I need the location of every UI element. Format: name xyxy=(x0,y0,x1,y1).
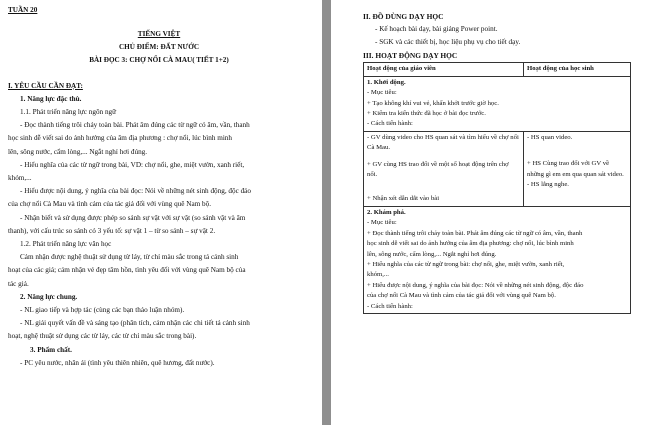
teacher-column-header: Hoạt động của giáo viên xyxy=(364,63,524,76)
cell-line: khóm,... xyxy=(367,271,389,279)
student-activity-cell xyxy=(524,131,631,206)
paragraph-line: hoạt, nghệ thuật sử dụng các từ láy, các từ chỉ màu sắc trong bài). xyxy=(8,332,197,341)
subsection-heading: 1.2. Phát triển năng lực văn học xyxy=(20,240,112,249)
teacher-activity-cell xyxy=(364,131,524,206)
explore-title: 2. Khám phá. xyxy=(367,208,406,216)
section-heading: 1. Năng lực đặc thù. xyxy=(20,94,82,103)
paragraph-line: - NL giao tiếp và hợp tác (cùng các bạn thảo luận nhóm). xyxy=(20,306,185,315)
document-page-1 xyxy=(0,0,322,425)
cell-line: - Mục tiêu: xyxy=(367,89,397,97)
cell-line: - HS quan video. xyxy=(527,133,573,141)
document-page-2 xyxy=(331,0,650,425)
subsection-heading: 1.1. Phát triển năng lực ngôn ngữ xyxy=(20,108,117,117)
cell-line: + GV cùng HS trao đổi về một số hoạt động trên chợ nổi. xyxy=(367,160,509,179)
activities-table xyxy=(363,62,631,314)
paragraph-line: hoạt của các giá; cảm nhận vẻ đẹp tâm hồn, tình yêu đối với vùng quê Nam bộ của xyxy=(8,266,246,275)
cell-line: + Hiểu được nội dung, ý nghĩa của bài đọc: Nói về những nét sinh động, độc đáo xyxy=(367,281,584,289)
cell-line: học sinh dễ viết sai do ảnh hưởng của âm địa phương: chợ nổi, lúc bình minh xyxy=(367,240,574,248)
lesson-title: BÀI ĐỌC 3: CHỢ NỔI CÀ MAU( TIẾT 1+2) xyxy=(89,56,229,65)
paragraph-line: thanh), với cấu trúc so sánh có 3 yếu tố: sự vật 1 – từ so sánh – sự vật 2. xyxy=(8,226,216,235)
paragraph-line: của chợ nổi Cà Mau và tình cảm của tác giả đối với vùng quê Nam bộ. xyxy=(8,200,212,209)
table-row xyxy=(364,206,631,313)
paragraph-line: lên, sông nước, cẩm lòng,... Ngắt nghỉ hơi đúng. xyxy=(8,147,148,156)
section-heading: 3. Phẩm chất. xyxy=(30,345,72,354)
materials-item: - SGK và các thiết bị, học liệu phụ vụ cho tiết dạy. xyxy=(375,38,521,47)
cell-line: lên, sông nước, cẩm lòng,... Ngắt nghỉ hơi đúng. xyxy=(367,250,497,258)
cell-line: của chợ nổi Cà Mau và tình cảm của tác giả đối với vùng quê Nam bộ. xyxy=(367,292,556,300)
student-column-header: Hoạt động của học sinh xyxy=(524,63,631,76)
table-header-row xyxy=(364,63,631,76)
week-label: TUẦN 20 xyxy=(8,6,38,14)
materials-heading: II. ĐỒ DÙNG DẠY HỌC xyxy=(363,12,444,21)
activities-heading: III. HOẠT ĐỘNG DẠY HỌC xyxy=(363,51,458,61)
table-row xyxy=(364,76,631,131)
cell-line: - Mục tiêu: xyxy=(367,219,397,227)
paragraph-line: - Đọc thành tiếng trôi chảy toàn bài. Phát âm đúng các từ ngữ có âm, vần, thanh xyxy=(20,121,250,130)
paragraph-line: - Hiểu được nội dung, ý nghĩa của bài đọc: Nói về những nét sinh động, độc đáo xyxy=(20,187,251,196)
cell-line: + HS Cùng trao đổi với GV về những gì em em qua quan sát video. xyxy=(527,160,624,178)
paragraph-line: - Nhận biết và sử dụng được phép so sánh sự vật với sự vật (so sánh vật và âm xyxy=(20,213,246,222)
paragraph-line: học sinh dễ viết sai do ảnh hưởng của âm địa phương : chợ nổi, lúc bình minh xyxy=(8,134,232,143)
theme-title: CHỦ ĐIỂM: ĐẤT NƯỚC xyxy=(118,43,200,52)
materials-item: - Kế hoạch bài dạy, bài giảng Power point. xyxy=(375,25,498,33)
paragraph-line: - PC yêu nước, nhân ái (tình yêu thiên nhiên, quê hương, đất nước). xyxy=(20,358,215,367)
cell-line: - Cách tiến hành: xyxy=(367,302,413,310)
section-heading: 2. Năng lực chung. xyxy=(20,292,78,301)
paragraph-line: - NL giải quyết vấn đề và sáng tạo (phân tích, cảm nhận các chi tiết tả cảnh sinh xyxy=(20,319,250,328)
cell-line: - HS lắng nghe. xyxy=(527,181,569,189)
paragraph-line: khóm,... xyxy=(8,174,32,183)
cell-line: + Kiểm tra kiến thức đã học ở bài đọc trước. xyxy=(367,110,486,118)
subject-title: TIẾNG VIỆT xyxy=(137,30,181,38)
cell-line: + Tạo không khí vui vẻ, khấn khởi trước giờ học. xyxy=(367,99,499,107)
requirements-heading: I. YÊU CẦU CẦN ĐẠT: xyxy=(8,81,83,90)
paragraph-line: tác giả. xyxy=(8,279,29,288)
warmup-cell xyxy=(364,76,631,131)
paragraph-line: Cảm nhận được nghệ thuật sử dụng từ láy, từ chỉ màu sắc trong tả cảnh sinh xyxy=(20,253,239,262)
paragraph-line: - Hiểu nghĩa của các từ ngữ trong bài, VD: chợ nổi, ghe, miệt vườn, xanh riết, xyxy=(20,160,245,169)
table-row xyxy=(364,131,631,206)
cell-line: + Hiểu nghĩa của các từ ngữ trong bài: chợ nổi, ghe, miệt vườn, xanh riết, xyxy=(367,260,565,268)
cell-line: - GV dùng video cho HS quan sát và tìm hiểu về chợ nổi Cà Mau. xyxy=(367,133,519,152)
warmup-title: 1. Khởi động. xyxy=(367,78,406,86)
cell-line: + Nhận xét dẫn dắt vào bài xyxy=(367,195,440,203)
cell-line: + Đọc thành tiếng trôi chảy toàn bài. Phát âm đúng các từ ngữ có âm, vần, thanh xyxy=(367,229,583,237)
explore-cell xyxy=(364,206,631,313)
cell-line: - Cách tiến hành: xyxy=(367,120,413,128)
